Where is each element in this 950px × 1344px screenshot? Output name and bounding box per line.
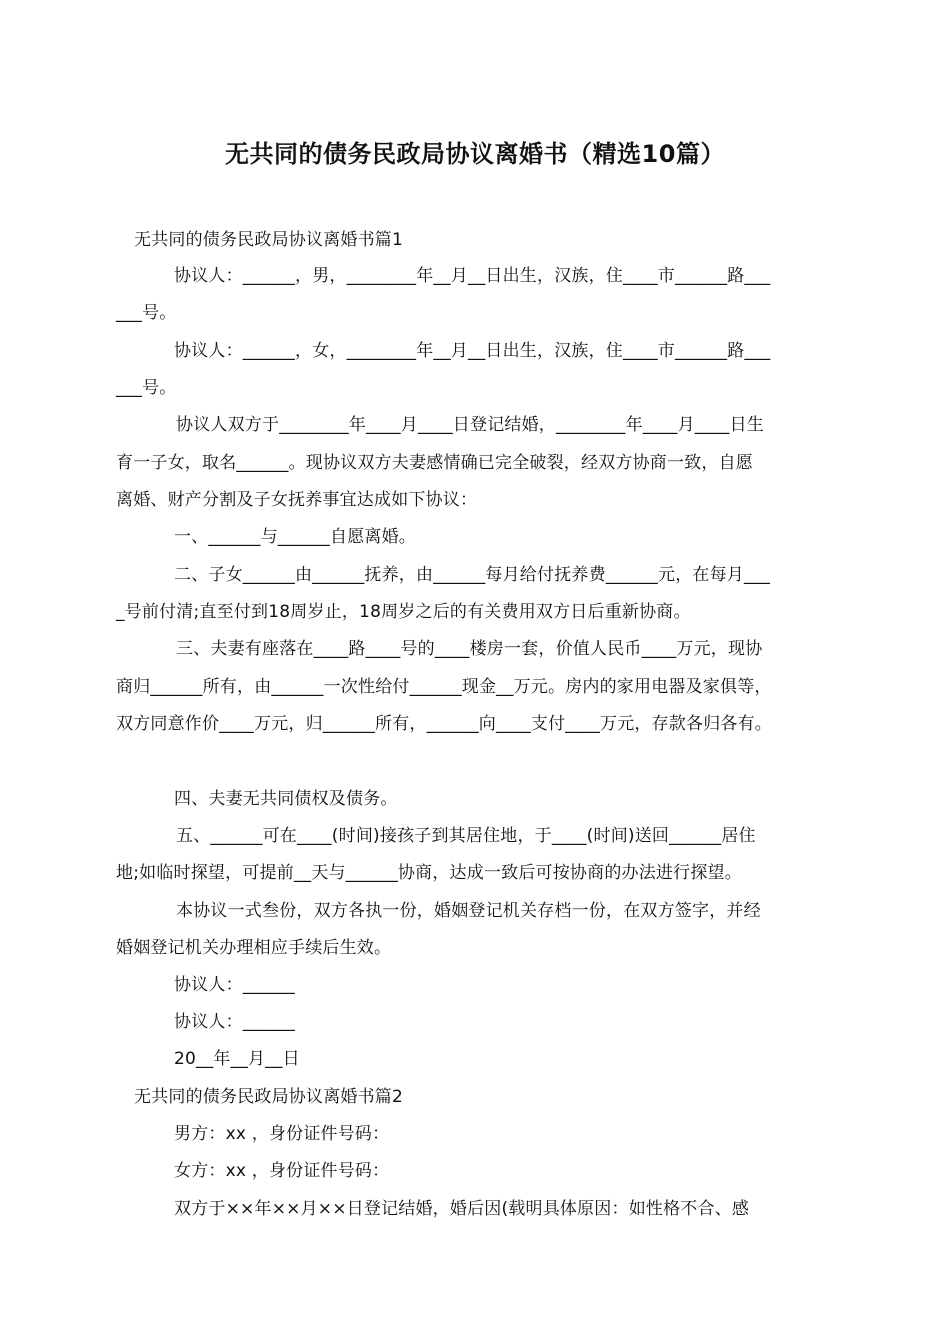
item2-line1: 二、子女______由______抚养，由______每月给付抚养费______元，在每月___ [174,565,771,585]
female-party-line: 女方：xx ，身份证件号码： [174,1161,390,1181]
party1-line2: ___号。 [116,303,177,323]
closing-line1: 本协议一式叁份，双方各执一份，婚姻登记机关存档一份，在双方签字，并经 [176,901,761,921]
section1-heading: 无共同的债务民政局协议离婚书篇1 [134,230,404,250]
male-party-line: 男方：xx ，身份证件号码： [174,1124,390,1144]
item3-line3: 双方同意作价____万元，归______所有，______向____支付____万元，存款各归各有。 [116,714,772,734]
signature-line-2: 协议人：______ [174,1012,295,1032]
item2-line2: _号前付清;直至付到18周岁止，18周岁之后的有关费用双方日后重新协商。 [116,602,691,622]
closing-line2: 婚姻登记机关办理相应手续后生效。 [116,938,392,958]
party2-line2: ___号。 [116,378,177,398]
signature-line-1: 协议人：______ [174,975,295,995]
intro-line3: 离婚、财产分割及子女抚养事宜达成如下协议： [116,490,478,510]
section2-heading: 无共同的债务民政局协议离婚书篇2 [134,1087,404,1107]
item5-line1: 五、______可在____(时间)接孩子到其居住地，于____(时间)送回______居住 [176,826,756,846]
document-title: 无共同的债务民政局协议离婚书（精选10篇） [225,140,725,168]
item1: 一、______与______自愿离婚。 [174,527,416,547]
party2-line1: 协议人：______，女，________年__月__日出生，汉族，住____市______路___ [174,341,771,361]
intro-line1: 协议人双方于________年____月____日登记结婚，________年____月____日生 [176,415,764,435]
item4: 四、夫妻无共同债权及债务。 [174,789,398,809]
intro-line2: 育一子女，取名______。现协议双方夫妻感情确已完全破裂，经双方协商一致，自愿 [116,453,753,473]
party1-line1: 协议人：______，男，________年__月__日出生，汉族，住____市______路___ [174,266,771,286]
section2-intro-line1: 双方于××年××月××日登记结婚，婚后因(载明具体原因：如性格不合、感 [174,1199,750,1219]
item5-line2: 地;如临时探望，可提前__天与______协商，达成一致后可按协商的办法进行探望。 [116,863,742,883]
item3-line2: 商归______所有，由______一次性给付______现金__万元。房内的家用电器及家俱等， [116,677,772,697]
item3-line1: 三、夫妻有座落在____路____号的____楼房一套，价值人民币____万元，现协 [176,639,763,659]
date-line: 20__年__月__日 [174,1049,300,1069]
